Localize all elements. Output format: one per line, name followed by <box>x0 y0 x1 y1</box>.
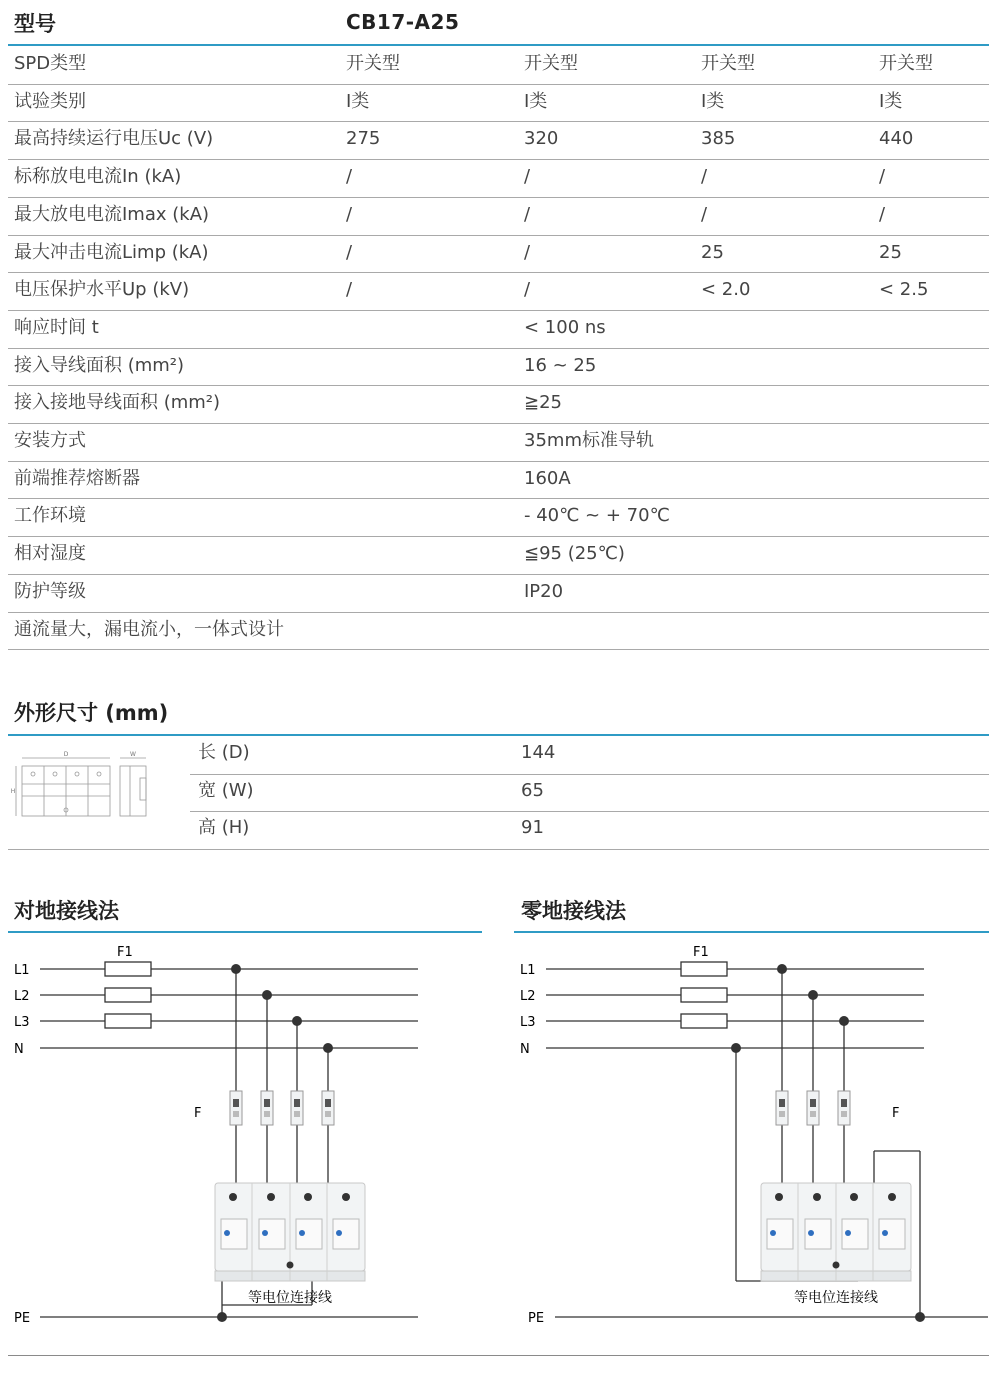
row-divider <box>8 235 989 236</box>
fuse-l1 <box>105 962 151 976</box>
common-row-value: 16 ~ 25 <box>524 354 597 376</box>
right-bond-label: 等电位连接线 <box>794 1290 878 1306</box>
row-divider <box>8 197 989 198</box>
right-line-l1: L1 <box>520 963 536 978</box>
common-row-value: < 100 ns <box>524 316 606 338</box>
row-divider <box>8 612 989 613</box>
spec-row-value: / <box>346 279 353 301</box>
spec-row-value: / <box>879 203 886 225</box>
dimension-value: 91 <box>521 817 544 839</box>
dimensions-rule <box>8 734 989 736</box>
right-spd-label: F <box>892 1106 900 1121</box>
common-row-label: 接入导线面积 (mm²) <box>14 354 185 376</box>
footer-rule <box>8 1355 989 1356</box>
left-spd-label: F <box>194 1106 202 1121</box>
spec-row-value: / <box>701 166 708 188</box>
dimension-divider <box>190 811 989 812</box>
feature-note: 通流量大，漏电流小，一体式设计 <box>14 618 284 640</box>
left-line-l2: L2 <box>14 989 30 1004</box>
common-row-label: 防护等级 <box>14 580 86 602</box>
dim-h-label: H <box>10 788 16 795</box>
row-divider <box>8 272 989 273</box>
dimension-drawing <box>10 748 170 828</box>
spec-row-value: 开关型 <box>346 53 400 74</box>
row-divider <box>8 348 989 349</box>
dim-w-label: W <box>130 751 136 758</box>
dimension-label: 高 (H) <box>198 817 250 839</box>
spec-row-value: Ⅰ类 <box>701 90 725 112</box>
dimension-value: 65 <box>521 779 544 801</box>
row-divider <box>8 310 989 311</box>
right-line-n: N <box>520 1042 530 1057</box>
spec-row-value: / <box>879 166 886 188</box>
model-name: CB17-A25 <box>346 10 460 34</box>
wiring-left-rule <box>8 931 482 933</box>
spec-row-value: / <box>346 203 353 225</box>
row-divider <box>8 649 989 650</box>
spec-row-value: 320 <box>524 128 559 150</box>
common-row-label: 前端推荐熔断器 <box>14 467 140 489</box>
wiring-right-rule <box>514 931 989 933</box>
fuse-l3 <box>105 1014 151 1028</box>
spec-row-value: / <box>346 166 353 188</box>
common-row-label: 安装方式 <box>14 430 86 451</box>
dimension-divider <box>8 849 989 850</box>
spec-row-value: / <box>524 203 531 225</box>
left-pe-label: PE <box>14 1311 31 1326</box>
dimension-value: 144 <box>521 742 556 763</box>
fuse-r-l2 <box>681 988 727 1002</box>
spec-row-label: 最高持续运行电压Uc (V) <box>14 128 214 150</box>
dimension-divider <box>190 774 989 775</box>
left-line-l1: L1 <box>14 963 30 978</box>
wiring-right-title: 零地接线法 <box>521 899 626 923</box>
left-bond-label: 等电位连接线 <box>248 1290 332 1306</box>
row-divider <box>8 159 989 160</box>
common-row-label: 工作环境 <box>14 505 86 527</box>
spec-row-value: < 2.0 <box>701 279 751 301</box>
side-view-outline <box>120 766 146 816</box>
common-row-value: 35mm标准导轨 <box>524 430 654 451</box>
spd-module-right <box>761 1183 911 1281</box>
common-row-value: - 40℃ ~ + 70℃ <box>524 505 670 527</box>
common-row-label: 响应时间 t <box>14 316 99 338</box>
wiring-left-title: 对地接线法 <box>14 899 119 923</box>
row-divider <box>8 385 989 386</box>
dimensions-title: 外形尺寸 (mm) <box>14 701 169 725</box>
spec-row-value: / <box>524 279 531 301</box>
spec-row-value: Ⅰ类 <box>346 90 370 112</box>
spec-row-value: 25 <box>879 241 902 263</box>
wiring-diagrams <box>0 935 1000 1365</box>
row-divider <box>8 423 989 424</box>
right-line-l2: L2 <box>520 989 536 1004</box>
left-line-l3: L3 <box>14 1015 30 1030</box>
spec-row-value: 25 <box>701 241 724 263</box>
common-row-value: 160A <box>524 467 571 489</box>
dim-d-label: D <box>63 751 69 758</box>
row-divider <box>8 498 989 499</box>
spec-row-value: 开关型 <box>879 53 933 74</box>
spec-row-value: / <box>524 241 531 263</box>
fuse-r-l1 <box>681 962 727 976</box>
spec-row-label: 最大放电电流Imax (kA) <box>14 203 210 225</box>
spec-row-label: 电压保护水平Up (kV) <box>14 279 190 301</box>
spec-row-value: < 2.5 <box>879 279 929 301</box>
dimension-label: 长 (D) <box>198 742 250 763</box>
common-row-label: 接入接地导线面积 (mm²) <box>14 392 221 414</box>
fuse-l2 <box>105 988 151 1002</box>
spec-row-value: Ⅰ类 <box>879 90 903 112</box>
right-line-l3: L3 <box>520 1015 536 1030</box>
spec-row-value: 385 <box>701 128 736 150</box>
spec-row-label: 最大冲击电流Limp (kA) <box>14 241 209 263</box>
right-fuse-label: F1 <box>693 945 709 960</box>
row-divider <box>8 574 989 575</box>
spec-row-label: SPD类型 <box>14 53 87 74</box>
header-rule <box>8 44 989 46</box>
spec-row-value: / <box>524 166 531 188</box>
dimension-label: 宽 (W) <box>198 779 254 801</box>
row-divider <box>8 121 989 122</box>
left-fuse-label: F1 <box>117 945 133 960</box>
row-divider <box>8 84 989 85</box>
spec-row-value: Ⅰ类 <box>524 90 548 112</box>
common-row-label: 相对湿度 <box>14 543 86 565</box>
spec-row-value: 275 <box>346 128 381 150</box>
spec-row-value: / <box>346 241 353 263</box>
model-label: 型号 <box>14 12 56 36</box>
fuse-r-l3 <box>681 1014 727 1028</box>
spec-row-value: 开关型 <box>701 53 755 74</box>
row-divider <box>8 536 989 537</box>
right-pe-label: PE <box>528 1311 545 1326</box>
common-row-value: ≦95 (25℃) <box>524 543 625 565</box>
spec-row-value: / <box>701 203 708 225</box>
spec-row-label: 试验类别 <box>14 90 86 112</box>
spec-row-value: 440 <box>879 128 914 150</box>
spd-module-left <box>215 1183 365 1281</box>
common-row-value: IP20 <box>524 580 564 602</box>
spec-row-label: 标称放电电流In (kA) <box>14 166 182 188</box>
row-divider <box>8 461 989 462</box>
left-line-n: N <box>14 1042 24 1057</box>
common-row-value: ≧25 <box>524 392 562 414</box>
spec-row-value: 开关型 <box>524 53 578 74</box>
